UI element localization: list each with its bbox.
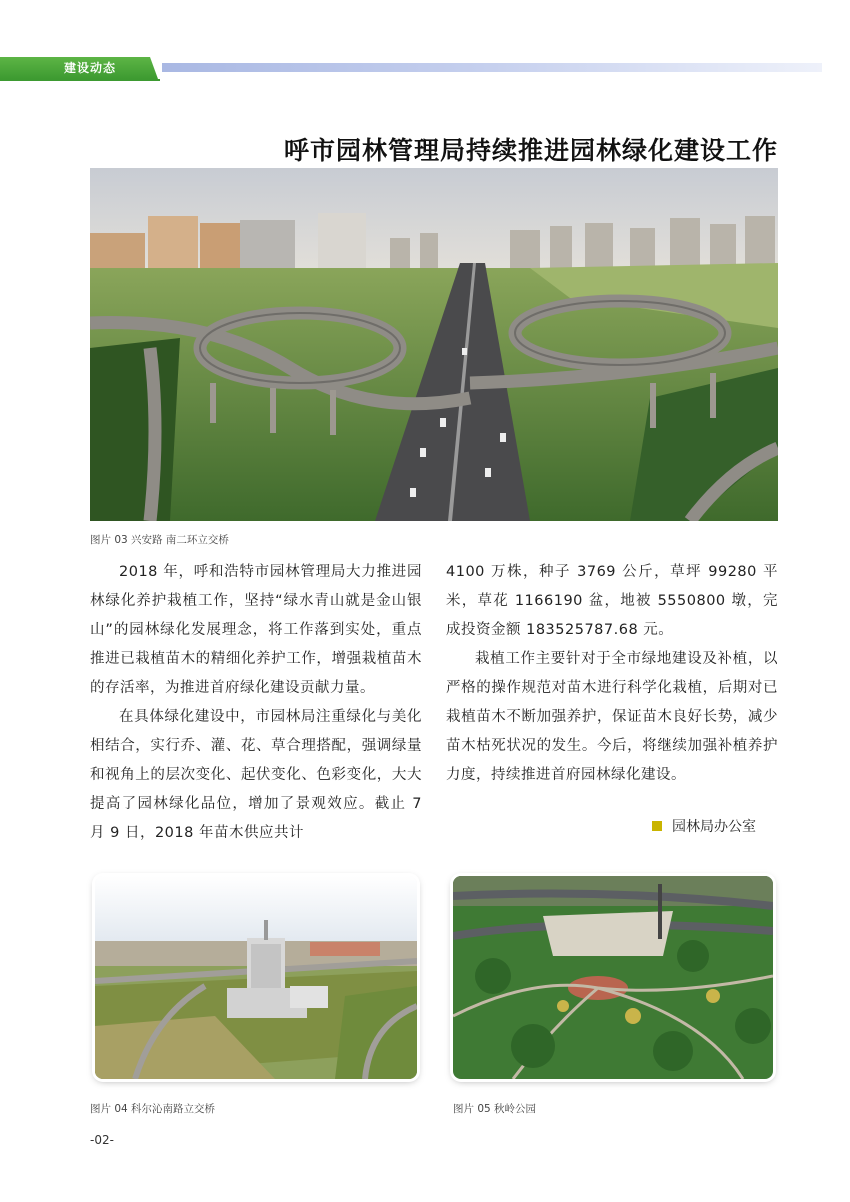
section-label: 建设动态 (64, 61, 117, 75)
article-left-column (90, 558, 422, 848)
article-title: 呼市园林管理局持续推进园林绿化建设工作 (283, 136, 778, 165)
header-underline (0, 79, 160, 81)
park-photo (453, 876, 773, 1079)
article-source (652, 816, 756, 836)
interchange-photo (90, 168, 778, 521)
paragraph: 在具体绿化建设中，市园林局注重绿化与美化相结合，实行乔、灌、花、草合理搭配，强调绿量和视角上的层次变化、起伏变化、色彩变化，大大提高了园林绿化品位，增加了景观效应。截止 7 月 9 日，2018 年苗木供应共计 (90, 709, 422, 841)
square-bullet-icon (652, 821, 662, 831)
header-stripe (162, 63, 822, 72)
paragraph-continuation: 4100 万株，种子 3769 公斤，草坪 99280 平米，草花 1166190 盆，地被 5550800 墩，完成投资金额 183525787.68 元。 (446, 564, 778, 638)
page-number: -02- (90, 1133, 114, 1147)
paragraph: 栽植工作主要针对于全市绿地建设及补植，以严格的操作规范对苗木进行科学化栽植，后期对已栽植苗木不断加强养护，保证苗木良好长势，减少苗木枯死状况的发生。今后，将继续加强补植养护力度，持续推进首府园林绿化建设。 (446, 651, 778, 783)
article-right-column (446, 558, 778, 790)
caption-photo-03: 图片 03 兴安路 南二环立交桥 (90, 534, 229, 546)
caption-photo-05: 图片 05 秋岭公园 (453, 1103, 537, 1115)
source-label: 园林局办公室 (672, 819, 756, 835)
interchange-tower-photo (95, 876, 417, 1079)
caption-photo-04: 图片 04 科尔沁南路立交桥 (90, 1103, 216, 1115)
paragraph: 2018 年，呼和浩特市园林管理局大力推进园林绿化养护栽植工作，坚持“绿水青山就是金山银山”的园林绿化发展理念，将工作落到实处，重点推进已栽植苗木的精细化养护工作，增强栽植苗木的存活率，为推进首府绿化建设贡献力量。 (90, 564, 422, 696)
